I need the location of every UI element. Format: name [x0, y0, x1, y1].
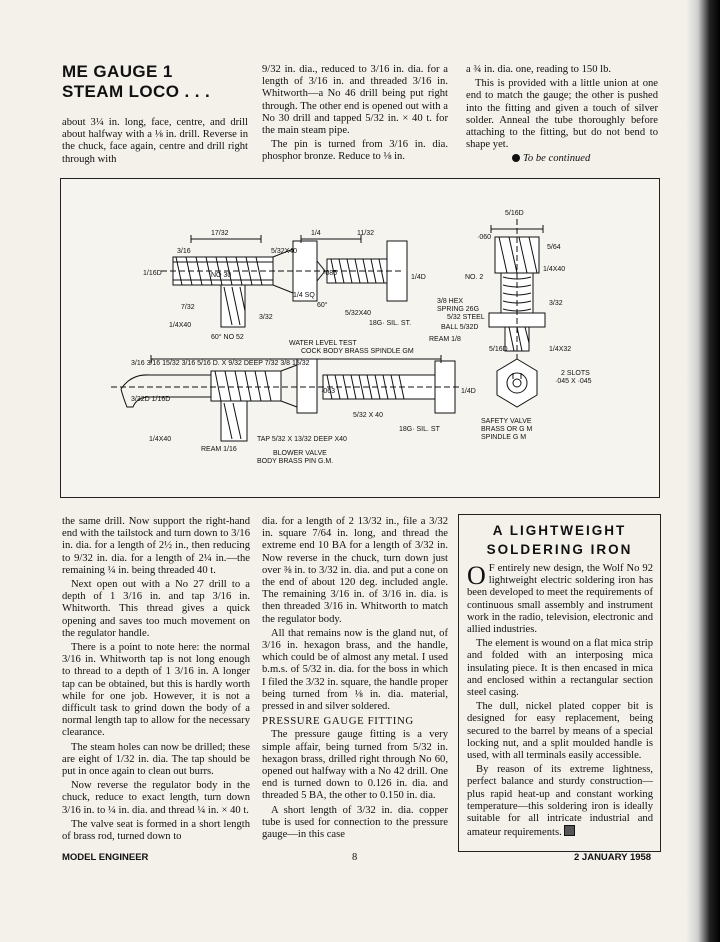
article-title: ME GAUGE 1 STEAM LOCO . . . [62, 62, 211, 101]
label-3-32-b: 3/32 [549, 300, 563, 307]
label-1-4x32: 1/4X32 [549, 346, 572, 353]
label-085: ·085 [323, 270, 338, 277]
label-1-4d-b: 1/4D [461, 388, 476, 395]
footer-magazine: MODEL ENGINEER [62, 852, 149, 863]
label-1-4x40-b: 1/4X40 [149, 436, 172, 443]
column-1-bottom: the same drill. Now support the right-hand end with the tailstock and turn down to 3/16 in. dia. for a length of 2½ in., then reducing to 9/32 in. dia. for a length of 2¼ in.—the remaining ¼ in. being threaded 40 t. Next open out with a No 27 drill to a depth of 1 3/16 in. and tap 3/16 in. Whitworth. This thread gives a quick opening and saves too much movement on the regulator handle. There is a point to note here: the normal 3/16 in. Whitworth tap is not long enough to thread to a depth of 1 3/16 in. A longer tap can be obtained, but this is hardly worth while for one job. However, it is not a difficult task to grind down the body of a normal length tap to allow for the necessary clearance. The steam holes can now be drilled; these are eight of 1/32 in. dia. The tap should be put in once again to clean out burrs. Now reverse the regulator body in the chuck, reduce to exact length, turn down 3/16 in. to ¼ in. dia. and thread ¼ in. × 40 t. The valve seat is formed in a short length of brass rod, turned down to [62, 516, 250, 843]
label-7-32: 7/32 [181, 304, 195, 311]
drawing-svg [61, 179, 659, 497]
footer-page-number: 8 [352, 852, 358, 863]
label-1-4x40-c: 1/4X40 [543, 266, 566, 273]
label-1-4d: 1/4D [411, 274, 426, 281]
pressure-gauge-heading: PRESSURE GAUGE FITTING [262, 715, 414, 728]
label-tap: TAP 5/32 X 13/32 DEEP X40 [257, 436, 347, 443]
label-ream: REAM 1/16 [201, 446, 237, 453]
bullet-icon [512, 154, 520, 162]
label-blower-material: BODY BRASS PIN G.M. [257, 458, 334, 465]
label-ream-b: REAM 1/8 [429, 336, 461, 343]
scan-edge [686, 0, 720, 942]
label-1-4x40: 1/4X40 [169, 322, 192, 329]
label-18g-sil: 18G· SIL. ST. [369, 320, 412, 327]
label-17-32: 17/32 [211, 230, 229, 237]
label-2-slots: 2 SLOTS [561, 370, 590, 377]
label-1-4-sq: 1/4 SQ [293, 292, 315, 299]
label-5-16d: 5/16D [505, 210, 524, 217]
label-60-no52: 60° NO 52 [211, 334, 244, 341]
footer-date: 2 JANUARY 1958 [574, 852, 652, 863]
label-063: ·063 [321, 388, 336, 395]
sidebar-text: O F entirely new design, the Wolf No 92 lightweight electric soldering iron has been developed to meet the requirements of continuous small assembly and instrument work in the radio, television, electronic and allied industries. The element is wound on a flat mica strip and folded with an interposing mica insulating piece. It is then encased in mica and enclosed within a rectangular section steel casing. The dull, nickel plated copper bit is designed for easy replacement, being secured to the barrel by means of a special locking nut, and a split moulded handle is used, with all terminals easily accessible. By reason of its extreme lightness, perfect balance and sturdy construction—plus rapid heat-up and constant working temperature—this soldering iron is ideally suitable for all intricate industrial and amateur requirements. [467, 561, 653, 839]
column-3-top: a ¾ in. dia. one, reading to 150 lb. This is provided with a little union at one end to match the gauge; the other is pushed into the fitting and given a touch of silver solder. Anneal the tube thoroughly before attaching to the fitting, but do not bend to shape yet. To be continued [466, 64, 658, 165]
label-5-32x40-b: 5/32X40 [345, 310, 372, 317]
label-060: ·060 [477, 234, 492, 241]
label-blower-dims-1: 3/16 3/16 15/32 3/16 5/16 D. X 9/32 DEEP 7/32 3/8 15/32 [131, 360, 310, 367]
end-mark-icon [564, 825, 575, 836]
label-safety-material-1: BRASS OR G M [481, 426, 533, 433]
drop-cap: O [467, 561, 486, 590]
column-2-bottom: dia. for a length of 2 13/32 in., file a 3/32 in. square 7/64 in. long, and thread the extreme end 10 BA for a length of 3/32 in. Now reverse in the chuck, turn down just over ⅜ in. to 3/32 in. dia. and put a cone on the end of about 120 deg. included angle. The remaining 3/16 in. of 3/16 in. dia. is then threaded 3/16 in. Whitworth to match the regulator body. All that remains now is the gland nut, of 3/16 in. hexagon brass, and the handle, which could be of almost any metal. I used b.m.s. of 5/32 in. dia. for the boss in which I filed the 3/32 in. square, the handle proper being turned from ⅛ in. dia. material, pressed in and silver soldered. PRESSURE GAUGE FITTING The pressure gauge fitting is a very simple affair, being turned from 5/32 in. hexagon brass, drilled right through No 60, opened out halfway with a No 42 drill. One end is turned down to 0.126 in. dia. and threaded 5 BA, the other to 0.150 in. dia. A short length of 3/32 in. dia. copper tube is used for connection to the pressure gauge—in this case [262, 516, 448, 841]
label-3-32d: 3/32D 1/16D [131, 396, 171, 403]
label-slot-size: ·045 X ·045 [555, 378, 592, 385]
label-test-cock-title: WATER LEVEL TEST [289, 340, 357, 347]
sidebar-article-box [458, 514, 661, 852]
technical-drawing [60, 178, 660, 498]
safety-valve-drawing [489, 219, 545, 407]
label-3-16: 3/16 [177, 248, 191, 255]
label-1-4: 1/4 [311, 230, 321, 237]
label-no2: NO. 2 [465, 274, 484, 281]
column-1-top: about 3¼ in. long, face, centre, and drill about halfway with a ⅛ in. drill. Reverse in the chuck, face again, centre and drill right through with [62, 117, 248, 165]
label-no30: NO 30 [211, 272, 232, 279]
label-ball: BALL 5/32D [441, 324, 479, 331]
label-hex: 3/8 HEX [437, 298, 464, 305]
sidebar-title: A LIGHTWEIGHT SOLDERING IRON [486, 523, 633, 557]
label-5-32x40-c: 5/32 X 40 [353, 412, 383, 419]
label-steel: 5/32 STEEL [447, 314, 485, 321]
label-safety-material-2: SPINDLE G M [481, 434, 527, 441]
column-2-top: 9/32 in. dia., reduced to 3/16 in. dia. for a length of 3/16 in. and threaded 3/16 in. Whitworth—a No 46 drill being put right through. The other end is opened out with a No 30 drill and tapped 5/32 in. × 40 t. for the main steam pipe. The pin is turned from 3/16 in. dia. phosphor bronze. Reduce to ⅛ in. [262, 64, 448, 163]
continued-note: To be continued [466, 153, 658, 165]
label-5-32x40: 5/32X40 [271, 248, 298, 255]
label-test-cock-material: COCK BODY BRASS SPINDLE GM [301, 348, 414, 355]
label-safety-title: SAFETY VALVE [481, 418, 532, 425]
label-60deg: 60° [317, 302, 328, 309]
label-spring: SPRING 26G [437, 306, 480, 313]
label-3-32: 3/32 [259, 314, 273, 321]
label-blower-title: BLOWER VALVE [273, 450, 327, 457]
label-5-16d-b: 5/16D [489, 346, 508, 353]
label-11-32: 11/32 [357, 230, 374, 237]
label-5-64: 5/64 [547, 244, 561, 251]
label-18g-sil-b: 18G· SIL. ST [399, 426, 440, 433]
label-1-16d: 1/16D [143, 270, 162, 277]
